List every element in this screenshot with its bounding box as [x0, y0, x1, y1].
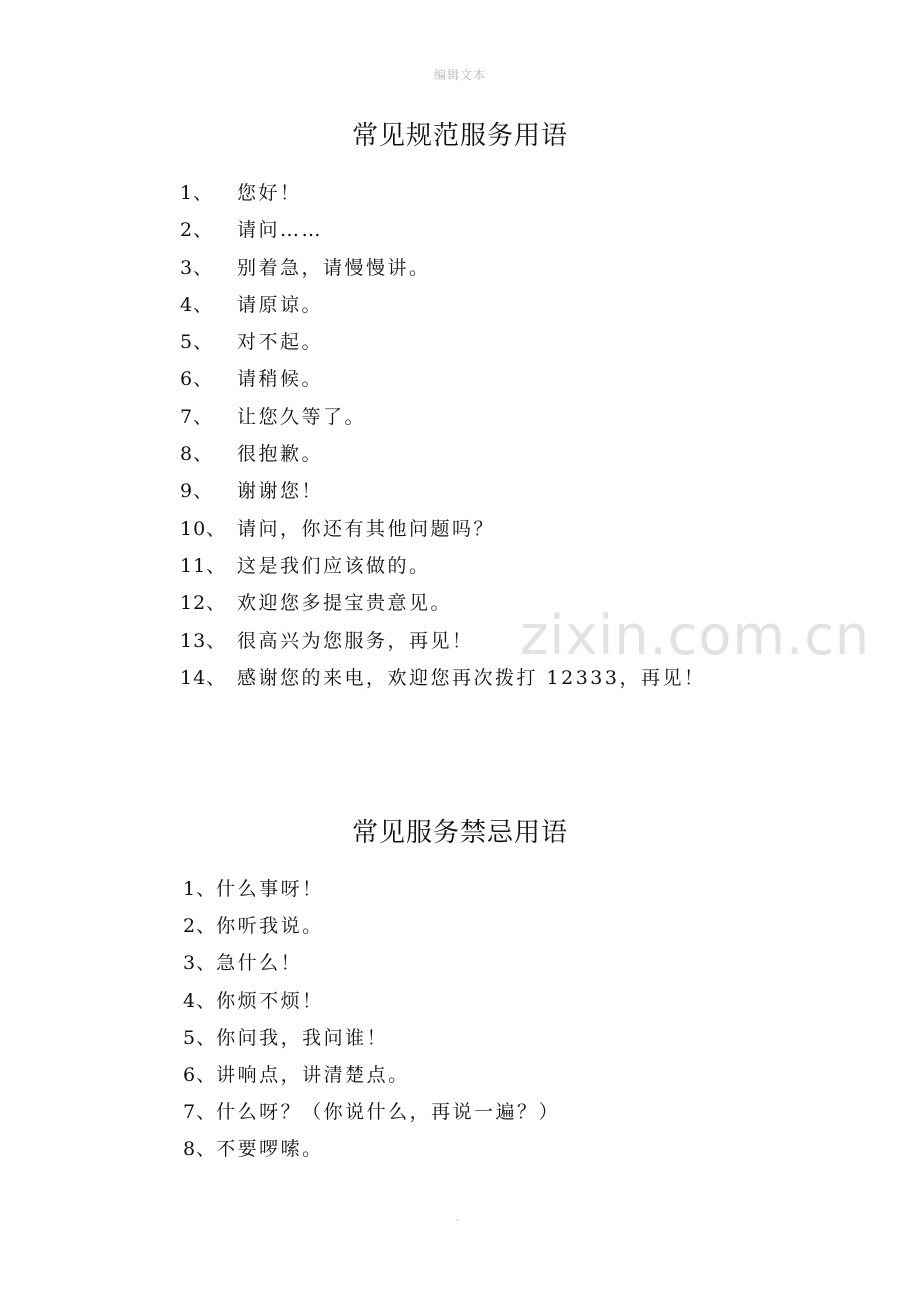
- list-item: [180, 475, 705, 512]
- header-note: 编辑文本: [433, 68, 486, 82]
- item-text: 您好！: [237, 182, 302, 204]
- item-number: 8、: [180, 443, 214, 466]
- item-text: 你烦不烦！: [216, 989, 324, 1012]
- item-number: 7、: [183, 1101, 217, 1124]
- item-number: 4、: [180, 293, 214, 316]
- list-item: [183, 910, 560, 947]
- list-item: [180, 401, 705, 438]
- list-item: [183, 1096, 560, 1133]
- taboo-phrases-list: [183, 873, 560, 1171]
- list-item: [180, 326, 705, 363]
- list-item: [180, 289, 705, 326]
- item-number: 3、: [183, 952, 217, 975]
- footer-mark: .: [456, 1214, 459, 1223]
- item-text: 谢谢您！: [237, 480, 324, 503]
- item-text: 你听我说。: [216, 915, 324, 938]
- list-item: [183, 947, 560, 984]
- list-item: [180, 550, 705, 587]
- list-item: [180, 662, 705, 699]
- item-text: 感谢您的来电，欢迎您再次拨打 12333，再见！: [237, 666, 706, 689]
- item-number: 6、: [183, 1063, 217, 1086]
- watermark: zixin.com.cn: [520, 604, 871, 667]
- list-item: [183, 1022, 560, 1059]
- item-text: 不要啰嗦。: [216, 1138, 324, 1161]
- item-number: 1、: [183, 878, 217, 900]
- item-text: 请稍候。: [237, 368, 324, 391]
- list-item: [183, 1133, 560, 1170]
- item-number: 8、: [183, 1138, 217, 1161]
- list-item: [183, 873, 560, 910]
- list-item: [180, 252, 705, 289]
- item-text: 别着急，请慢慢讲。: [237, 256, 431, 279]
- item-number: 10、: [180, 517, 227, 540]
- item-number: 11、: [180, 554, 227, 577]
- item-number: 1、: [180, 182, 214, 204]
- item-text: 什么事呀！: [216, 878, 324, 900]
- item-number: 14、: [180, 666, 227, 689]
- list-item: [183, 985, 560, 1022]
- item-number: 6、: [180, 368, 214, 391]
- item-text: 很高兴为您服务，再见！: [237, 629, 474, 652]
- item-text: 请问……: [237, 219, 324, 242]
- list-item: [180, 214, 705, 251]
- item-number: 12、: [180, 592, 227, 615]
- item-text: 你问我，我问谁！: [216, 1026, 389, 1049]
- item-text: 请原谅。: [237, 293, 324, 316]
- item-text: 很抱歉。: [237, 443, 324, 466]
- item-text: 讲响点，讲清楚点。: [216, 1063, 410, 1086]
- item-text: 这是我们应该做的。: [237, 554, 431, 577]
- item-text: 请问，你还有其他问题吗？: [237, 517, 496, 540]
- item-text: 急什么！: [216, 952, 303, 975]
- item-number: 4、: [183, 989, 217, 1012]
- section-title-taboo-phrases: 常见服务禁忌用语: [351, 818, 568, 848]
- item-number: 5、: [183, 1026, 217, 1049]
- item-text: 欢迎您多提宝贵意见。: [237, 592, 453, 615]
- list-item: [180, 438, 705, 475]
- item-text: 让您久等了。: [237, 405, 367, 428]
- list-item: [180, 513, 705, 550]
- list-item: [180, 177, 705, 214]
- item-number: 5、: [180, 331, 214, 354]
- list-item: [183, 1059, 560, 1096]
- item-number: 13、: [180, 629, 227, 652]
- item-text: 什么呀？（你说什么，再说一遍？）: [216, 1101, 561, 1124]
- item-text: 对不起。: [237, 331, 324, 354]
- section-title-standard-phrases: 常见规范服务用语: [351, 121, 568, 151]
- item-number: 2、: [180, 219, 214, 242]
- list-item: [180, 363, 705, 400]
- item-number: 7、: [180, 405, 214, 428]
- item-number: 9、: [180, 480, 214, 503]
- item-number: 2、: [183, 915, 217, 938]
- item-number: 3、: [180, 256, 214, 279]
